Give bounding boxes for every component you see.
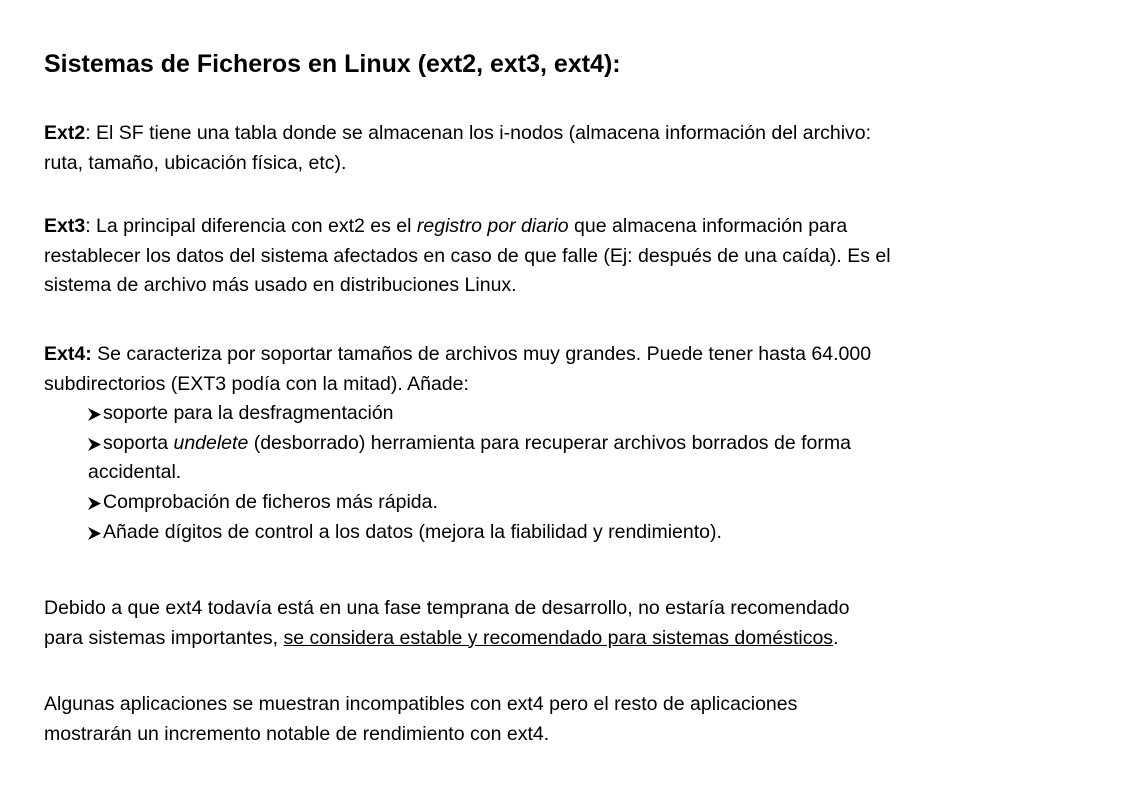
slide (44, 0, 1094, 793)
bullet-continuation: accidental. (88, 461, 182, 484)
ext2-line-2: ruta, tamaño, ubicación física, etc). (44, 151, 347, 174)
ext2-paragraph (44, 119, 1089, 178)
list-item (44, 399, 1089, 429)
arrowhead-bullet-icon (88, 488, 104, 518)
bullet-text: Comprobación de ficheros más rápida. (103, 490, 438, 513)
ext3-line-1 (44, 212, 1089, 242)
list-item (44, 429, 1089, 488)
ext2-label: Ext2 (44, 122, 86, 144)
ext3-line-3: sistema de archivo más usado en distribuciones Linux. (44, 274, 517, 297)
ext4-paragraph (44, 340, 1089, 547)
ext4-text-1: Se caracteriza por soportar tamaños de archivos muy grandes. Puede tener hasta 64.000 (91, 343, 872, 365)
ext3-paragraph (44, 212, 1089, 301)
closing-line-2: mostrarán un incremento notable de rendimiento con ext4. (44, 722, 550, 745)
closing-paragraph (44, 690, 1089, 749)
closing-line-1: Algunas aplicaciones se muestran incompatibles con ext4 pero el resto de aplicaciones (44, 693, 798, 715)
bullet-text-after: (desborrado) herramienta para recuperar archivos borrados de forma (248, 431, 851, 454)
ext4-feature-list (44, 399, 1089, 547)
page-title: Sistemas de Ficheros en Linux (ext2, ext3, ext4): (44, 50, 621, 78)
ext4-line-1 (44, 340, 1089, 370)
ext2-line-1 (44, 119, 1089, 149)
stability-note (44, 594, 1089, 653)
note-line-2 (44, 624, 1089, 654)
arrowhead-bullet-icon (88, 518, 104, 548)
arrowhead-bullet-icon (88, 429, 104, 459)
note-line-1: Debido a que ext4 todavía está en una fase temprana de desarrollo, no estaría recomendado (44, 597, 850, 619)
ext3-emphasis: registro por diario (416, 215, 569, 237)
bullet-emphasis: undelete (173, 431, 249, 454)
bullet-text: Añade dígitos de control a los datos (mejora la fiabilidad y rendimiento). (103, 520, 722, 543)
list-item (44, 488, 1089, 518)
note-text-after: . (833, 626, 839, 649)
ext4-label: Ext4: (44, 343, 92, 365)
ext4-line-2: subdirectorios (EXT3 podía con la mitad). Añade: (44, 372, 469, 395)
bullet-text-before: soporta (103, 431, 174, 454)
ext3-text-before: : La principal diferencia con ext2 es el (85, 215, 417, 237)
ext3-label: Ext3 (44, 215, 86, 237)
arrowhead-bullet-icon (88, 399, 104, 429)
ext2-text-1: : El SF tiene una tabla donde se almacenan los i-nodos (almacena información del archivo: (85, 122, 872, 144)
bullet-text: soporte para la desfragmentación (103, 402, 394, 425)
note-underlined: se considera estable y recomendado para sistemas domésticos (283, 626, 834, 649)
ext3-line-2: restablecer los datos del sistema afectados en caso de que falle (Ej: después de una caída). Es el (44, 244, 891, 267)
note-text-before: para sistemas importantes, (44, 626, 284, 649)
ext3-text-after: que almacena información para (568, 215, 848, 237)
list-item (44, 518, 1089, 548)
